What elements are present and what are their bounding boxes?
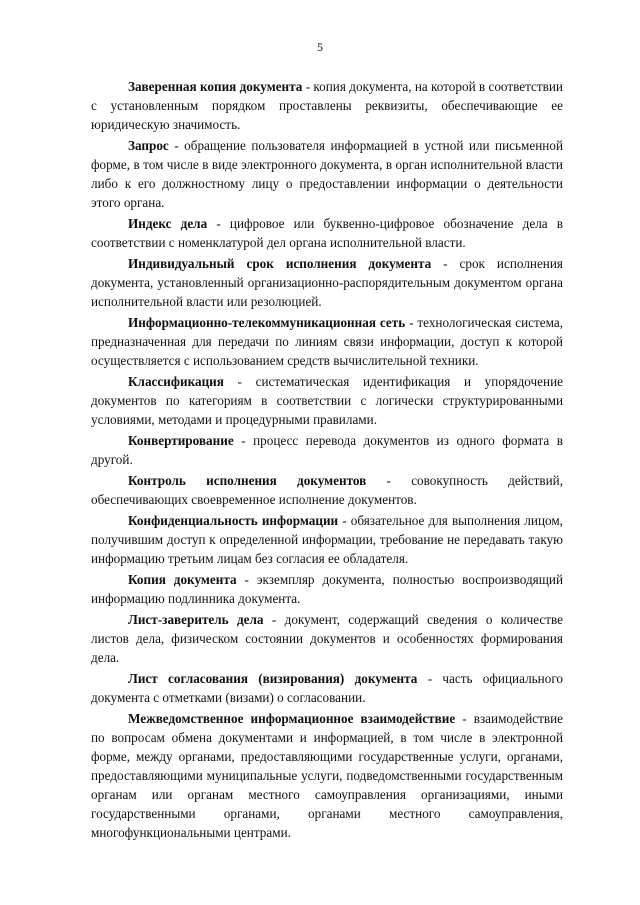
- definition-term: Контроль исполнения документов: [128, 473, 367, 488]
- definition-entry: [91, 669, 563, 707]
- definition-text: - обращение пользователя информацией в устной или письменной форме, в том числе в виде электронного документа, в орган исполнительной власти либо к его должностному лицу о предоставлении информации о деятельности этого органа.: [91, 138, 563, 210]
- definition-term: Лист согласования (визирования) документа: [128, 671, 418, 686]
- definition-text: - документ, содержащий сведения о количестве листов дела, физическом состоянии документов и особенностях формирования дела.: [91, 612, 563, 665]
- definition-term: Копия документа: [128, 572, 237, 587]
- definition-entry: [91, 431, 563, 469]
- definition-entry: [91, 214, 563, 252]
- definition-text: - технологическая система, предназначенная для передачи по линиям связи информации, доступ к которой осуществляется с использованием средств вычислительной техники.: [91, 315, 563, 368]
- definition-term: Межведомственное информационное взаимодействие: [128, 711, 456, 726]
- definition-entry: [91, 77, 563, 134]
- definition-text: - процесс перевода документов из одного формата в другой.: [91, 433, 563, 467]
- page-number: 5: [317, 40, 323, 54]
- definition-text: - цифровое или буквенно-цифровое обозначение дела в соответствии с номенклатурой дел органа исполнительной власти.: [91, 216, 564, 250]
- definition-term: Запрос: [128, 138, 169, 153]
- definition-entry: [91, 570, 563, 608]
- definition-term: Конвертирование: [128, 433, 234, 448]
- definition-entry: [91, 136, 563, 212]
- definition-entry: [91, 313, 563, 370]
- definition-text: - взаимодействие по вопросам обмена документами и информацией, в том числе в электронной форме, между органами, предоставляющими государственные услуги, органами, предоставляющими муниципальные услуги, подведомственными государственным органам или органам местного самоуправления организациями, иными государственными органами, органами местного самоуправления, многофункциональными центрами.: [91, 711, 563, 840]
- definition-entry: [91, 709, 563, 842]
- definition-term: Лист-заверитель дела: [128, 612, 264, 627]
- definition-entry: [91, 511, 563, 568]
- definition-term: Классификация: [128, 374, 224, 389]
- definition-entry: [91, 471, 563, 509]
- definition-term: Конфиденциальность информации: [128, 513, 339, 528]
- definition-text: - совокупность действий, обеспечивающих своевременное исполнение документов.: [91, 473, 563, 507]
- definition-entry: [91, 254, 563, 311]
- definition-term: Информационно-телекоммуникационная сеть: [128, 315, 406, 330]
- definition-text: - срок исполнения документа, установленный организационно-распорядительным документом органа исполнительной власти или резолюцией.: [91, 256, 563, 309]
- definition-text: - экземпляр документа, полностью воспроизводящий информацию подлинника документа.: [91, 572, 563, 606]
- definition-text: - обязательное для выполнения лицом, получившим доступ к определенной информации, требование не передавать такую информацию третьим лицам без согласия ее обладателя.: [91, 513, 563, 566]
- definition-text: - систематическая идентификация и упорядочение документов по категориям в соответствии с логически структурированными условиями, методами и процедурными правилами.: [91, 374, 563, 427]
- definition-term: Индивидуальный срок исполнения документа: [128, 256, 432, 271]
- definition-entry: [91, 610, 563, 667]
- definition-text: - копия документа, на которой в соответствии с установленным порядком проставлены реквизиты, обеспечивающие ее юридическую значимость.: [91, 79, 563, 132]
- definition-entry: [91, 372, 563, 429]
- definition-text: - часть официального документа с отметками (визами) о согласовании.: [91, 671, 563, 705]
- definition-term: Заверенная копия документа: [128, 79, 303, 94]
- definition-term: Индекс дела: [128, 216, 208, 231]
- definitions-list: [91, 77, 563, 844]
